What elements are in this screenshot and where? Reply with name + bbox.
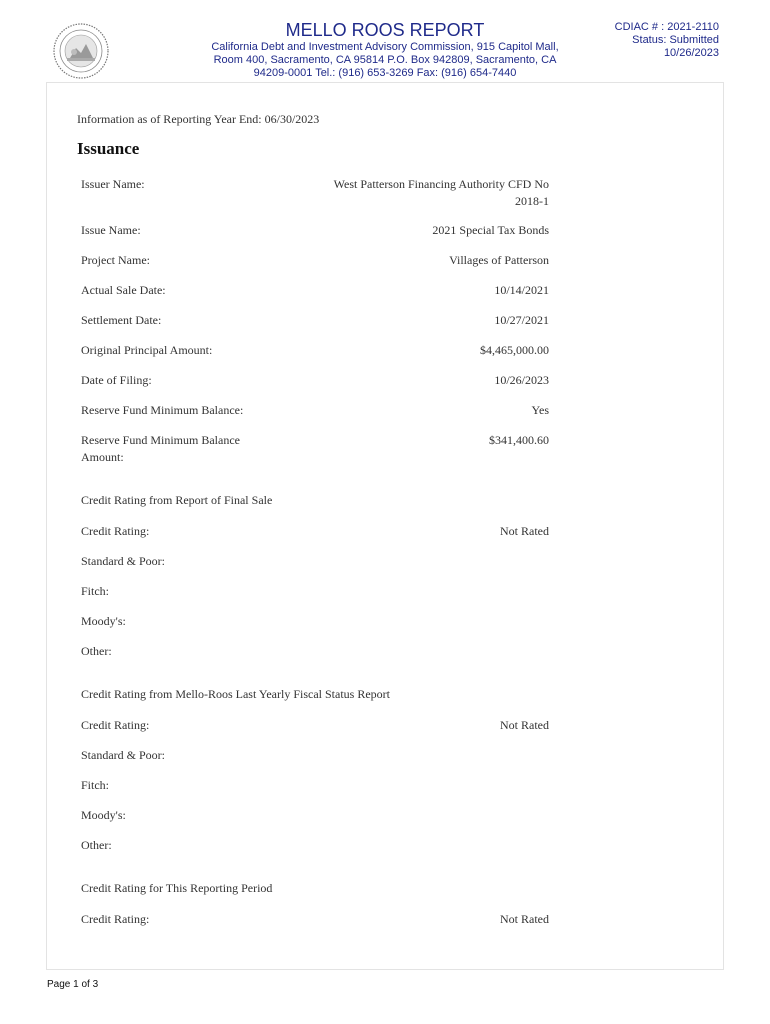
field-value: 10/26/2023 xyxy=(494,373,549,387)
address-line: 94209-0001 Tel.: (916) 653-3269 Fax: (916) 654-7440 xyxy=(253,67,517,79)
field-label: Fitch: xyxy=(81,778,110,792)
field-label: Standard & Poor: xyxy=(81,748,165,762)
report-title: MELLO ROOS REPORT xyxy=(285,20,485,40)
field-label: Credit Rating: xyxy=(81,718,150,732)
reporting-year-info: Information as of Reporting Year End: 06/30/2023 xyxy=(77,112,320,126)
state-seal-icon xyxy=(52,22,110,80)
field-value: Not Rated xyxy=(500,912,549,926)
field-value: Not Rated xyxy=(500,524,549,538)
field-label: Project Name: xyxy=(81,253,150,267)
field-value: $4,465,000.00 xyxy=(480,343,549,357)
field-value: 2021 Special Tax Bonds xyxy=(432,223,549,237)
report-meta xyxy=(615,21,719,60)
subsection-heading: Credit Rating from Mello-Roos Last Yearly Fiscal Status Report xyxy=(81,687,390,701)
commission-address xyxy=(196,41,574,80)
section-title-issuance: Issuance xyxy=(77,139,140,158)
field-label: Credit Rating: xyxy=(81,912,150,926)
field-label: Date of Filing: xyxy=(81,373,152,387)
subsection-heading: Credit Rating from Report of Final Sale xyxy=(81,493,273,507)
status-text: Status: Submitted xyxy=(632,34,719,46)
field-value: 10/27/2021 xyxy=(494,313,549,327)
field-label: Fitch: xyxy=(81,584,110,598)
field-value: West Patterson Financing Authority CFD No 2018-1 xyxy=(333,177,549,208)
field-label: Reserve Fund Minimum Balance Amount: xyxy=(81,433,240,464)
field-label: Settlement Date: xyxy=(81,313,162,327)
cdiac-number: CDIAC # : 2021-2110 xyxy=(614,21,719,33)
page-number: Page 1 of 3 xyxy=(47,979,99,990)
field-value: Yes xyxy=(531,403,549,417)
field-value: Villages of Patterson xyxy=(449,253,549,267)
field-value: $341,400.60 xyxy=(489,433,549,447)
field-label: Moody's: xyxy=(81,614,126,628)
subsection-heading: Credit Rating for This Reporting Period xyxy=(81,881,273,895)
address-line: California Debt and Investment Advisory Commission, 915 Capitol Mall, xyxy=(211,41,559,53)
field-value: Not Rated xyxy=(500,718,549,732)
field-label: Reserve Fund Minimum Balance: xyxy=(81,403,244,417)
field-label: Other: xyxy=(81,644,112,658)
field-label: Issuer Name: xyxy=(81,177,145,191)
field-label: Other: xyxy=(81,838,112,852)
field-label: Standard & Poor: xyxy=(81,554,165,568)
field-value: 10/14/2021 xyxy=(494,283,549,297)
field-label: Original Principal Amount: xyxy=(81,343,213,357)
address-line: Room 400, Sacramento, CA 95814 P.O. Box 942809, Sacramento, CA xyxy=(213,54,557,66)
field-label: Credit Rating: xyxy=(81,524,150,538)
field-label: Actual Sale Date: xyxy=(81,283,166,297)
status-date: 10/26/2023 xyxy=(663,47,719,59)
field-label: Issue Name: xyxy=(81,223,141,237)
field-label: Moody's: xyxy=(81,808,126,822)
